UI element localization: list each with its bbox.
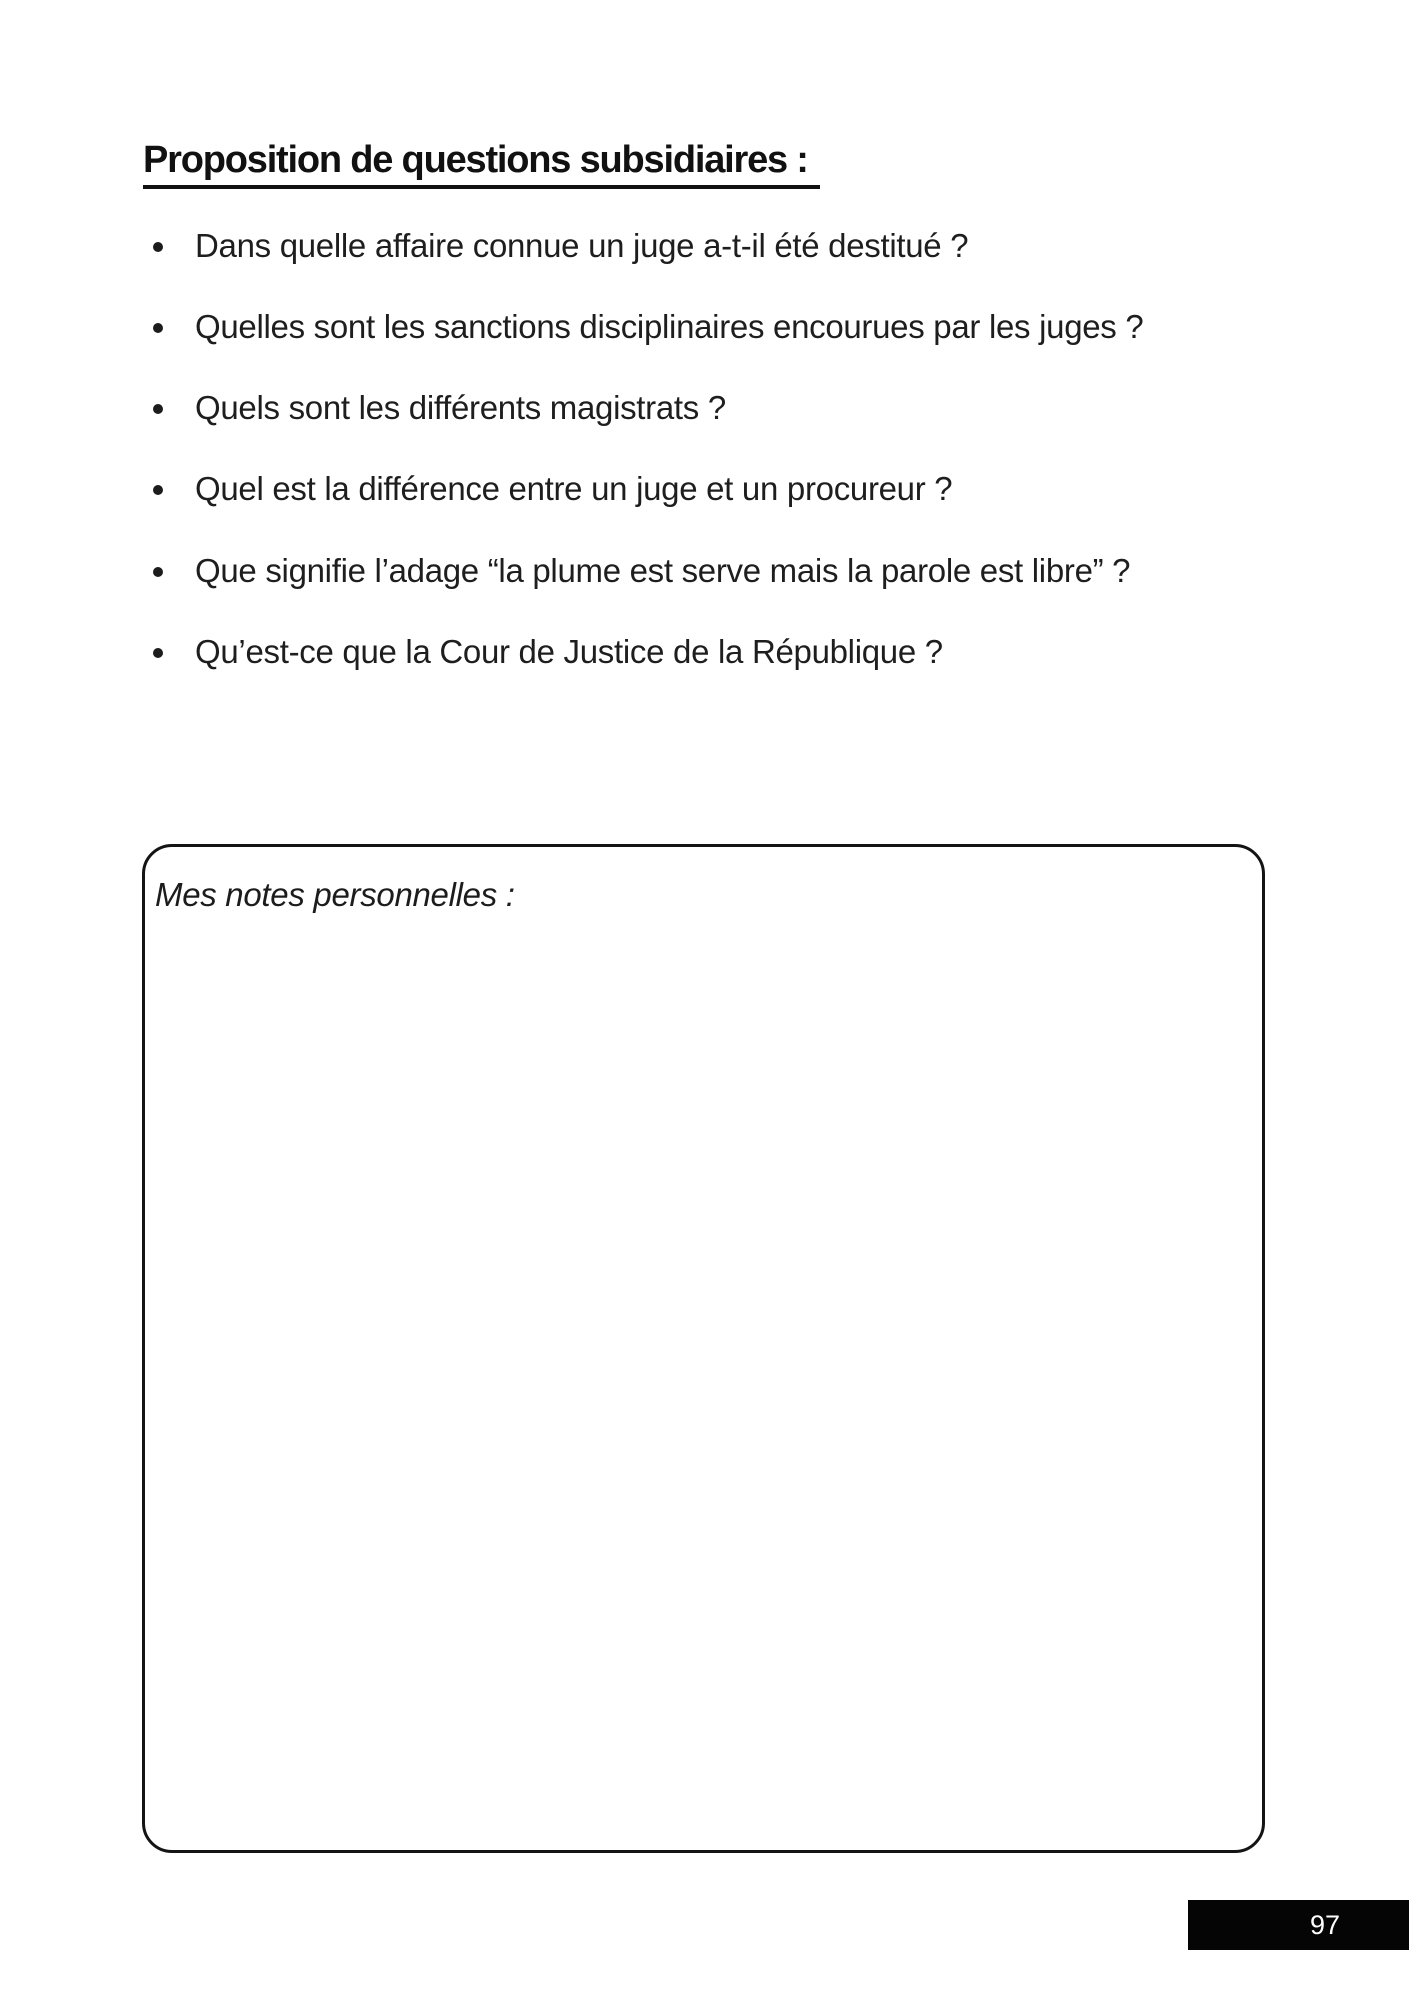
question-text: Quels sont les différents magistrats ? [195, 389, 726, 426]
page-number: 97 [1309, 1910, 1340, 1940]
bullet-icon [153, 485, 163, 495]
list-item [141, 551, 1130, 591]
bullet-icon [153, 648, 163, 658]
question-text: Quelles sont les sanctions disciplinaires encourues par les juges ? [195, 308, 1144, 345]
page-title [143, 138, 820, 189]
question-text: Dans quelle affaire connue un juge a-t-il été destitué ? [195, 227, 969, 264]
bullet-icon [153, 404, 163, 414]
bullet-icon [153, 242, 163, 252]
notes-box [142, 844, 1265, 1853]
bullet-icon [153, 567, 163, 577]
page-title-text: Proposition de questions subsidiaires : [143, 138, 820, 189]
list-item [141, 469, 952, 509]
question-text: Qu’est-ce que la Cour de Justice de la République ? [195, 633, 943, 670]
bullet-icon [153, 323, 163, 333]
list-item [141, 632, 943, 672]
list-item [141, 307, 1143, 347]
list-item [141, 388, 726, 428]
question-text: Quel est la différence entre un juge et un procureur ? [195, 470, 953, 507]
list-item [141, 226, 968, 266]
question-text: Que signifie l’adage “la plume est serve mais la parole est libre” ? [195, 552, 1131, 589]
page-number-badge [1188, 1900, 1409, 1950]
notes-label: Mes notes personnelles : [155, 876, 515, 913]
